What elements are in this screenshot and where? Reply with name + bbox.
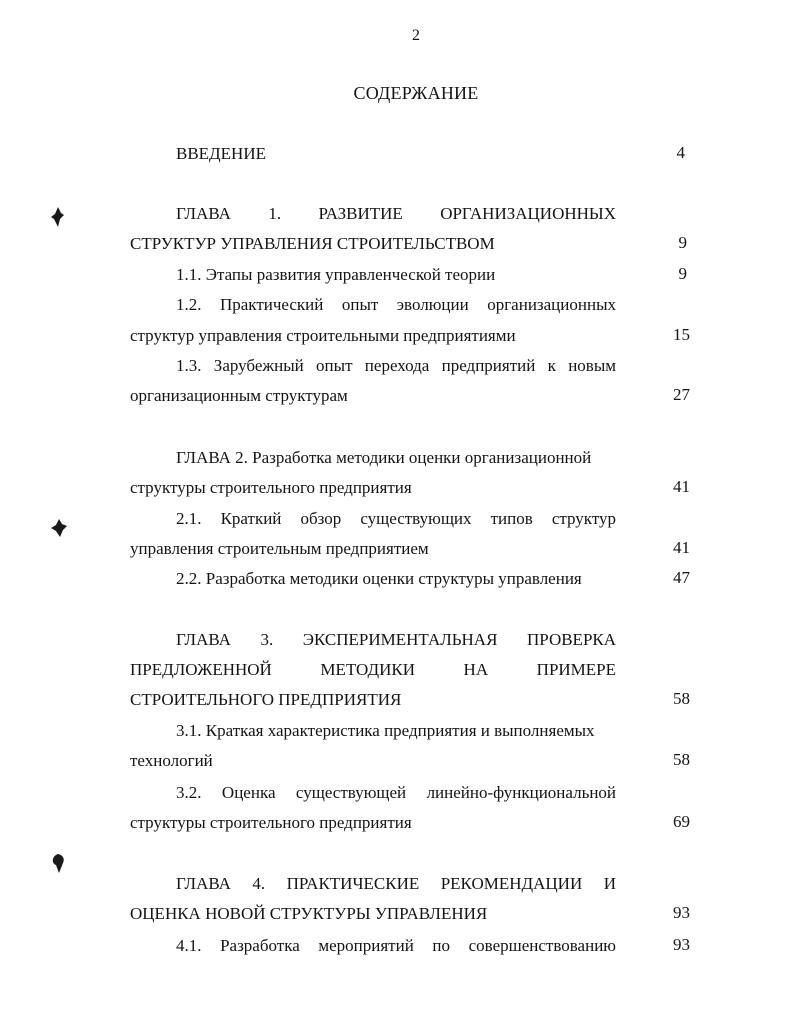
toc-ch1-s1-page: 9 bbox=[678, 264, 687, 283]
toc-ch3-s1-line2: технологий bbox=[130, 751, 213, 770]
page-title: СОДЕРЖАНИЕ bbox=[353, 83, 479, 103]
toc-ch2-line1: ГЛАВА 2. Разработка методики оценки организационной bbox=[176, 448, 592, 467]
toc-ch2-line2: структуры строительного предприятия bbox=[130, 478, 412, 497]
page-number: 2 bbox=[412, 27, 420, 44]
toc-ch2-s2-page: 47 bbox=[673, 568, 690, 587]
toc-intro-page: 4 bbox=[676, 143, 685, 162]
toc-ch3-s2-line1: 3.2. Оценка существующей линейно-функциональной bbox=[176, 783, 617, 802]
toc-ch1-s3-line2: организационным структурам bbox=[130, 386, 348, 405]
toc-ch4-line1: ГЛАВА 4. ПРАКТИЧЕСКИЕ РЕКОМЕНДАЦИИ И bbox=[176, 874, 616, 893]
toc-ch4-s1-page: 93 bbox=[673, 935, 690, 954]
toc-ch1-line2: СТРУКТУР УПРАВЛЕНИЯ СТРОИТЕЛЬСТВОМ bbox=[130, 234, 495, 253]
toc-ch3-s1-page: 58 bbox=[673, 750, 690, 769]
toc-ch3-s2-line2: структуры строительного предприятия bbox=[130, 813, 412, 832]
toc-ch3-line2: ПРЕДЛОЖЕННОЙ МЕТОДИКИ НА ПРИМЕРЕ bbox=[130, 660, 617, 679]
toc-ch4-page: 93 bbox=[673, 903, 690, 922]
toc-ch1-s3-line1: 1.3. Зарубежный опыт перехода предприятий к новым bbox=[176, 356, 617, 375]
binding-hole-mark bbox=[50, 853, 66, 875]
toc-ch3-page: 58 bbox=[673, 689, 690, 708]
toc-ch3-s2-page: 69 bbox=[673, 812, 690, 831]
binding-hole-mark bbox=[50, 518, 68, 538]
toc-ch1-page: 9 bbox=[678, 233, 687, 252]
toc-ch2-s1-page: 41 bbox=[673, 538, 690, 557]
toc-ch2-s1-line2: управления строительным предприятием bbox=[130, 539, 429, 558]
toc-ch4-s1-line1: 4.1. Разработка мероприятий по совершенствованию bbox=[176, 936, 616, 955]
toc-ch2-s2: 2.2. Разработка методики оценки структуры управления bbox=[176, 569, 582, 588]
toc-ch1-s3-page: 27 bbox=[673, 385, 690, 404]
toc-ch1-s2-line2: структур управления строительными предприятиями bbox=[130, 326, 516, 345]
toc-ch4-line2: ОЦЕНКА НОВОЙ СТРУКТУРЫ УПРАВЛЕНИЯ bbox=[130, 904, 488, 923]
toc-ch1-s2-line1: 1.2. Практический опыт эволюции организационных bbox=[176, 295, 616, 314]
toc-intro-title: ВВЕДЕНИЕ bbox=[176, 144, 266, 163]
toc-ch3-line1: ГЛАВА 3. ЭКСПЕРИМЕНТАЛЬНАЯ ПРОВЕРКА bbox=[176, 630, 617, 649]
toc-ch1-s1: 1.1. Этапы развития управленческой теории bbox=[176, 265, 496, 284]
toc-ch1-line1: ГЛАВА 1. РАЗВИТИЕ ОРГАНИЗАЦИОННЫХ bbox=[176, 204, 617, 223]
toc-ch3-s1-line1: 3.1. Краткая характеристика предприятия и выполняемых bbox=[176, 721, 595, 740]
toc-ch2-page: 41 bbox=[673, 477, 690, 496]
toc-ch3-line3: СТРОИТЕЛЬНОГО ПРЕДПРИЯТИЯ bbox=[130, 690, 402, 709]
toc-ch2-s1-line1: 2.1. Краткий обзор существующих типов структур bbox=[176, 509, 617, 528]
binding-hole-mark bbox=[48, 205, 68, 229]
toc-ch1-s2-page: 15 bbox=[673, 325, 690, 344]
